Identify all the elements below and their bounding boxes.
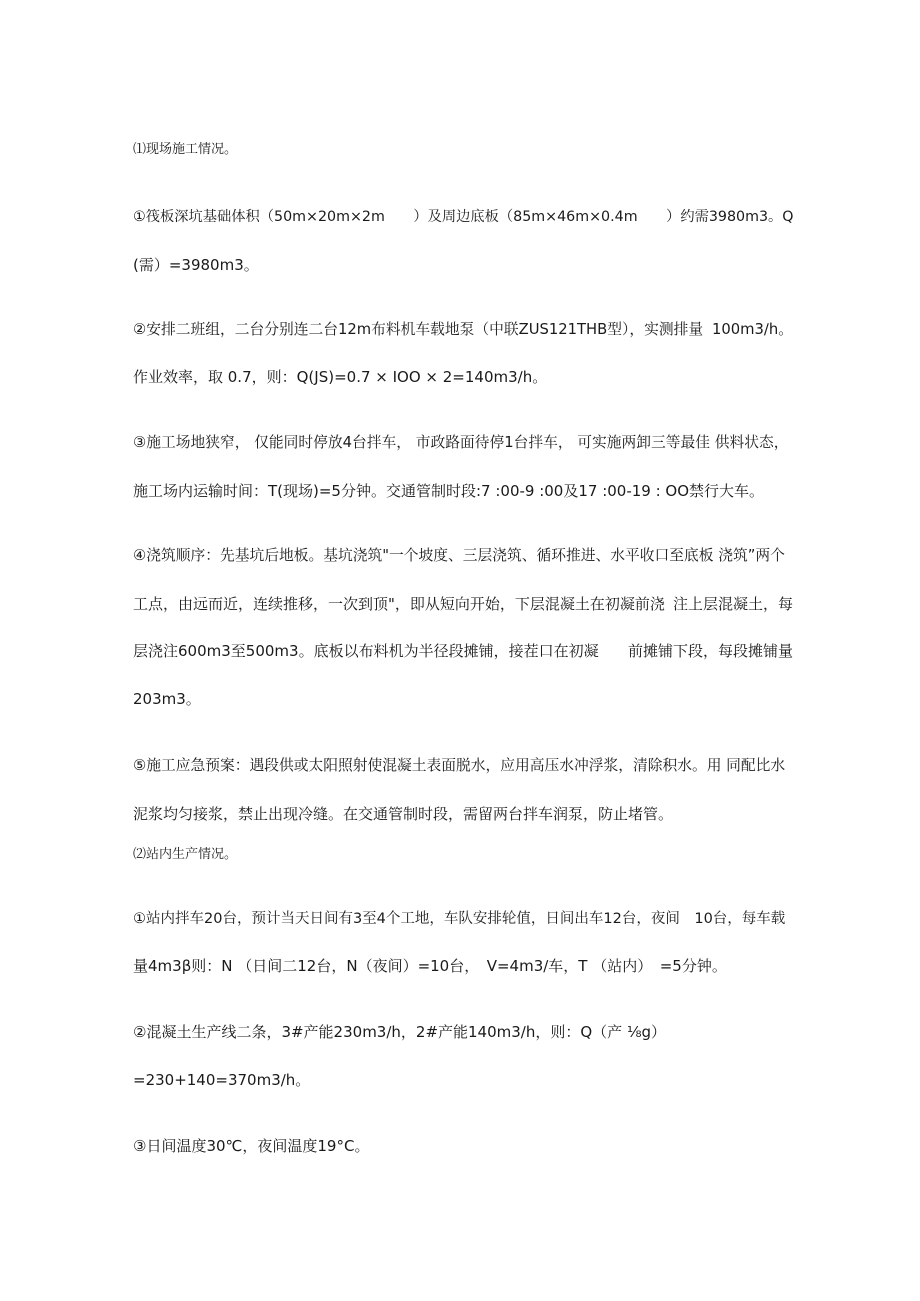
section1-item3-line2: 施工场内运输时间：T(现场)=5分钟。交通管制时段:7 :00-9 :00及17 :00-19 : OO禁行大车。 xyxy=(133,482,765,500)
section1-item2-line1 xyxy=(133,320,793,340)
item2-line1-end: 100m3∕h。 xyxy=(712,321,793,338)
section1-item3-line1: ③施工场地狭窄， 仅能同时停放4台拌车， 市政路面待停1台拌车， 可实施两卸三等最佳 供料状态， xyxy=(133,434,789,451)
section1-item4-line4: 203m3。 xyxy=(133,690,201,708)
section1-item4-line3 xyxy=(133,641,793,661)
section1-item4-line2 xyxy=(133,594,793,614)
item1-line1-end: Q xyxy=(782,209,794,225)
section2-item1-line2: 量4m3β则：N （日间二12台，N（夜间）=10台， V=4m3∕车，T （站内） =5分钟。 xyxy=(133,957,727,975)
item1-line1-text: ①筏板深坑基础体积（50m×20m×2m ）及周边底板（85m×46m×0.4m ）约需3980m3。 xyxy=(133,209,783,225)
item4-line3-text: 层浇注600m3至500m3。底板以布料机为半径段摊铺，接茬口在初凝 xyxy=(133,642,599,660)
item2-line1-text: ②安排二班组，二台分别连二台12m布料机车载地泵（中联ZUS121THB型），实测排量 xyxy=(133,321,704,338)
section1-item2-line2: 作业效率，取 0.7，则：Q(JS)=0.7 × IOO × 2=140m3∕h。 xyxy=(133,368,548,386)
section1-item5-line2: 泥浆均匀接浆，禁止出现冷缝。在交通管制时段，需留两台拌车润泵，防止堵管。 xyxy=(133,805,674,823)
item4-line3-end: 前摊铺下段，每段摊铺量 xyxy=(627,642,793,660)
section1-item1-line2: (需）=3980m3。 xyxy=(133,256,259,274)
section2-item1-line1: ①站内拌车20台，预计当天日间有3至4个工地，车队安排轮值，日间出车12台，夜间 10台，每车载 xyxy=(133,911,786,927)
item4-line2-end: 注上层混凝土，每 xyxy=(672,595,793,613)
section2-item2-line1: ②混凝土生产线二条，3#产能230m3∕h，2#产能140m3∕h，则：Q（产 ⅛g） xyxy=(133,1023,667,1041)
item4-line2-text: 工点，由远而近，连续推移，一次到顶"，即从短向开始，下层混凝土在初凝前浇 xyxy=(133,595,665,613)
section2-item3-line1: ③日间温度30℃，夜间温度19°C。 xyxy=(133,1137,370,1155)
section2-item2-line2: =230+140=370m3∕h。 xyxy=(133,1071,311,1089)
section2-heading: ⑵站内生产情况。 xyxy=(133,847,238,862)
section1-item1-line1 xyxy=(133,207,793,227)
section1-item4-line1: ④浇筑顺序：先基坑后地板。基坑浇筑"一个坡度、三层浇筑、循环推进、水平收口至底板 浇筑”两个 xyxy=(133,547,785,564)
section1-item5-line1: ⑤施工应急预案：遇段供或太阳照射使混凝土表面脱水，应用高压水冲浮浆，清除积水。用 同配比水 xyxy=(133,757,786,774)
section1-heading: ⑴现场施工情况。 xyxy=(133,142,238,157)
